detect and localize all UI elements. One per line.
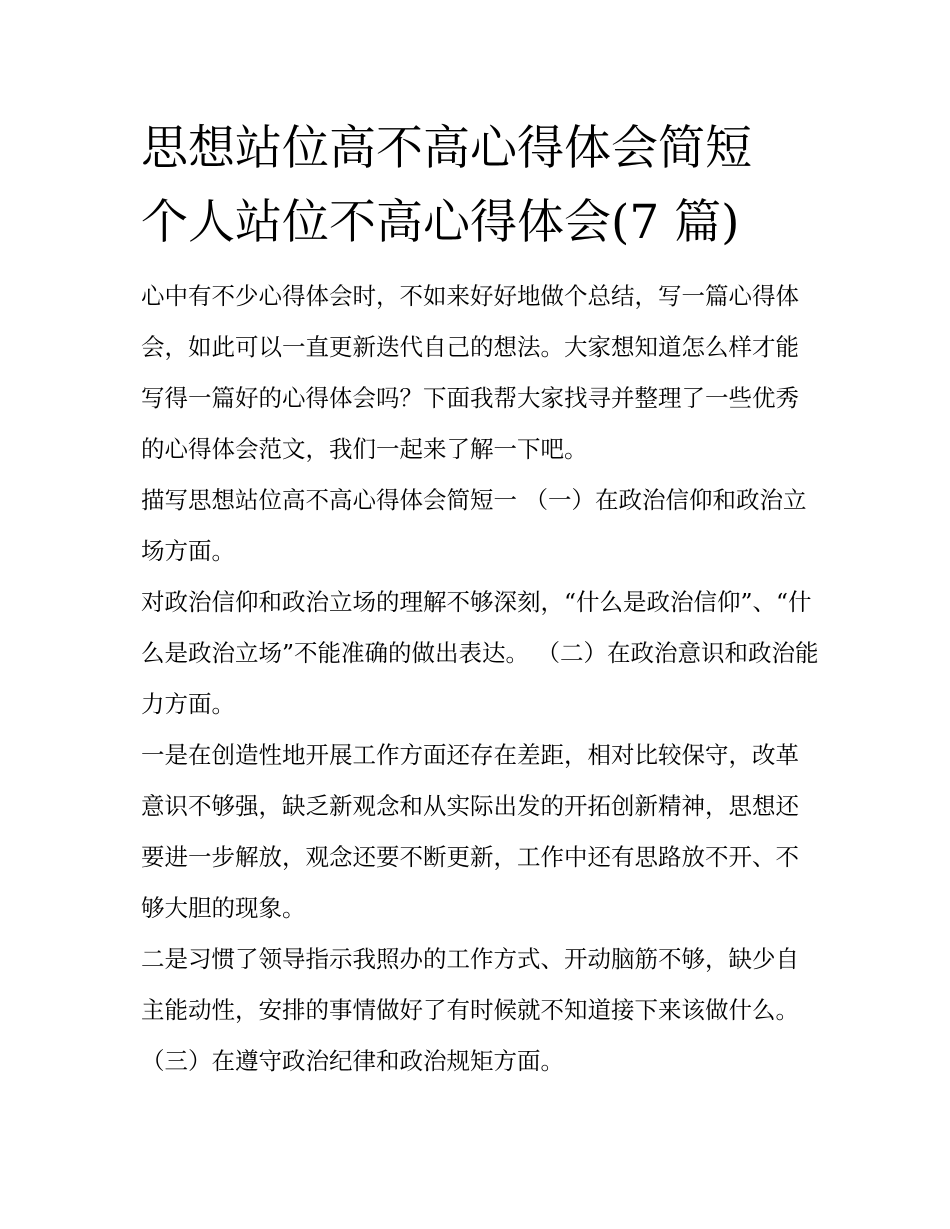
section-one-heading-paragraph: 描写思想站位高不高心得体会简短一 （一）在政治信仰和政治立场方面。 (141, 486, 807, 565)
document-body (141, 271, 821, 1087)
document-title (141, 112, 821, 260)
political-belief-paragraph: 对政治信仰和政治立场的理解不够深刻，“什么是政治信仰”、“什么是政治立场”不能准确的做出表达。 （二）在政治意识和政治能力方面。 (141, 588, 819, 718)
title-line-2: 个人站位不高心得体会(7 篇) (141, 195, 740, 250)
title-line-1: 思想站位高不高心得体会简短 (141, 121, 752, 176)
document-content (141, 112, 821, 1087)
point-one-paragraph: 一是在创造性地开展工作方面还存在差距，相对比较保守，改革意识不够强，缺乏新观念和从实际出发的开拓创新精神，思想还要进一步解放，观念还要不断更新，工作中还有思路放不开、不够大胆的现象。 (141, 741, 799, 922)
intro-paragraph: 心中有不少心得体会时，不如来好好地做个总结，写一篇心得体会，如此可以一直更新迭代自己的想法。大家想知道怎么样才能写得一篇好的心得体会吗？下面我帮大家找寻并整理了一些优秀的心得体会范文，我们一起来了解一下吧。 (141, 282, 799, 463)
point-two-paragraph: 二是习惯了领导指示我照办的工作方式、开动脑筋不够，缺少自主能动性，安排的事情做好了有时候就不知道接下来该做什么。 （三）在遵守政治纪律和政治规矩方面。 (141, 945, 799, 1075)
